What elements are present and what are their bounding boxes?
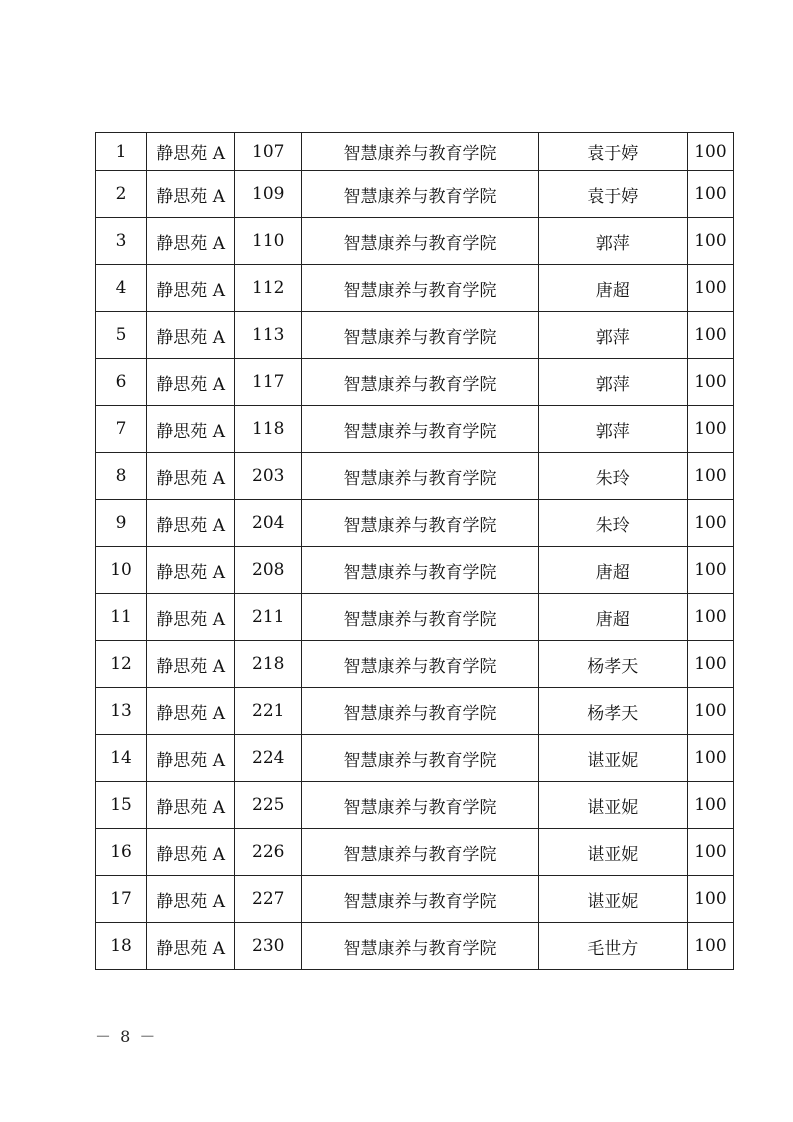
building-cell: 静思苑 A — [147, 923, 235, 970]
building-cell: 静思苑 A — [147, 312, 235, 359]
score-cell: 100 — [687, 406, 733, 453]
score-cell: 100 — [687, 923, 733, 970]
building-cell: 静思苑 A — [147, 359, 235, 406]
college-cell: 智慧康养与教育学院 — [302, 406, 538, 453]
room-number-cell: 211 — [235, 594, 302, 641]
row-number-cell: 7 — [96, 406, 147, 453]
score-cell: 100 — [687, 547, 733, 594]
counselor-name-cell: 谌亚妮 — [538, 876, 687, 923]
room-number-cell: 107 — [235, 133, 302, 171]
table-row — [96, 500, 734, 547]
counselor-name-cell: 杨孝天 — [538, 688, 687, 735]
score-cell: 100 — [687, 688, 733, 735]
room-number-cell: 110 — [235, 218, 302, 265]
score-cell: 100 — [687, 876, 733, 923]
row-number-cell: 10 — [96, 547, 147, 594]
building-cell: 静思苑 A — [147, 735, 235, 782]
college-cell: 智慧康养与教育学院 — [302, 829, 538, 876]
counselor-name-cell: 唐超 — [538, 265, 687, 312]
table-row — [96, 688, 734, 735]
score-cell: 100 — [687, 594, 733, 641]
row-number-cell: 11 — [96, 594, 147, 641]
college-cell: 智慧康养与教育学院 — [302, 218, 538, 265]
room-number-cell: 117 — [235, 359, 302, 406]
room-number-cell: 113 — [235, 312, 302, 359]
counselor-name-cell: 袁于婷 — [538, 133, 687, 171]
room-number-cell: 204 — [235, 500, 302, 547]
table-row — [96, 453, 734, 500]
table-row — [96, 547, 734, 594]
building-cell: 静思苑 A — [147, 829, 235, 876]
table-row — [96, 782, 734, 829]
college-cell: 智慧康养与教育学院 — [302, 594, 538, 641]
college-cell: 智慧康养与教育学院 — [302, 782, 538, 829]
table-row — [96, 312, 734, 359]
room-number-cell: 208 — [235, 547, 302, 594]
counselor-name-cell: 谌亚妮 — [538, 735, 687, 782]
row-number-cell: 13 — [96, 688, 147, 735]
dormitory-score-table — [95, 132, 734, 970]
room-number-cell: 203 — [235, 453, 302, 500]
score-cell: 100 — [687, 171, 733, 218]
table-row — [96, 406, 734, 453]
row-number-cell: 6 — [96, 359, 147, 406]
row-number-cell: 4 — [96, 265, 147, 312]
counselor-name-cell: 郭萍 — [538, 312, 687, 359]
score-cell: 100 — [687, 265, 733, 312]
table-row — [96, 171, 734, 218]
score-cell: 100 — [687, 641, 733, 688]
row-number-cell: 12 — [96, 641, 147, 688]
score-cell: 100 — [687, 829, 733, 876]
counselor-name-cell: 毛世方 — [538, 923, 687, 970]
building-cell: 静思苑 A — [147, 265, 235, 312]
counselor-name-cell: 郭萍 — [538, 406, 687, 453]
room-number-cell: 218 — [235, 641, 302, 688]
college-cell: 智慧康养与教育学院 — [302, 359, 538, 406]
college-cell: 智慧康养与教育学院 — [302, 641, 538, 688]
table-row — [96, 265, 734, 312]
building-cell: 静思苑 A — [147, 406, 235, 453]
building-cell: 静思苑 A — [147, 171, 235, 218]
counselor-name-cell: 谌亚妮 — [538, 782, 687, 829]
college-cell: 智慧康养与教育学院 — [302, 547, 538, 594]
college-cell: 智慧康养与教育学院 — [302, 923, 538, 970]
row-number-cell: 3 — [96, 218, 147, 265]
college-cell: 智慧康养与教育学院 — [302, 876, 538, 923]
counselor-name-cell: 朱玲 — [538, 453, 687, 500]
table-row — [96, 133, 734, 171]
table-row — [96, 923, 734, 970]
score-cell: 100 — [687, 782, 733, 829]
table-row — [96, 829, 734, 876]
building-cell: 静思苑 A — [147, 453, 235, 500]
table-row — [96, 218, 734, 265]
room-number-cell: 112 — [235, 265, 302, 312]
page-number: － 8 － — [95, 1027, 158, 1046]
college-cell: 智慧康养与教育学院 — [302, 735, 538, 782]
counselor-name-cell: 郭萍 — [538, 218, 687, 265]
score-cell: 100 — [687, 312, 733, 359]
college-cell: 智慧康养与教育学院 — [302, 688, 538, 735]
building-cell: 静思苑 A — [147, 688, 235, 735]
room-number-cell: 109 — [235, 171, 302, 218]
room-number-cell: 227 — [235, 876, 302, 923]
row-number-cell: 14 — [96, 735, 147, 782]
college-cell: 智慧康养与教育学院 — [302, 133, 538, 171]
room-number-cell: 118 — [235, 406, 302, 453]
building-cell: 静思苑 A — [147, 782, 235, 829]
row-number-cell: 18 — [96, 923, 147, 970]
score-cell: 100 — [687, 735, 733, 782]
score-cell: 100 — [687, 359, 733, 406]
counselor-name-cell: 谌亚妮 — [538, 829, 687, 876]
counselor-name-cell: 袁于婷 — [538, 171, 687, 218]
score-cell: 100 — [687, 500, 733, 547]
row-number-cell: 9 — [96, 500, 147, 547]
counselor-name-cell: 杨孝天 — [538, 641, 687, 688]
college-cell: 智慧康养与教育学院 — [302, 312, 538, 359]
row-number-cell: 5 — [96, 312, 147, 359]
room-number-cell: 221 — [235, 688, 302, 735]
building-cell: 静思苑 A — [147, 547, 235, 594]
table-row — [96, 641, 734, 688]
row-number-cell: 16 — [96, 829, 147, 876]
room-number-cell: 230 — [235, 923, 302, 970]
table-row — [96, 876, 734, 923]
building-cell: 静思苑 A — [147, 641, 235, 688]
table-row — [96, 735, 734, 782]
building-cell: 静思苑 A — [147, 594, 235, 641]
counselor-name-cell: 朱玲 — [538, 500, 687, 547]
row-number-cell: 15 — [96, 782, 147, 829]
counselor-name-cell: 唐超 — [538, 547, 687, 594]
counselor-name-cell: 郭萍 — [538, 359, 687, 406]
building-cell: 静思苑 A — [147, 500, 235, 547]
room-number-cell: 226 — [235, 829, 302, 876]
college-cell: 智慧康养与教育学院 — [302, 265, 538, 312]
table-body — [96, 133, 734, 970]
row-number-cell: 17 — [96, 876, 147, 923]
row-number-cell: 1 — [96, 133, 147, 171]
score-cell: 100 — [687, 133, 733, 171]
table-row — [96, 594, 734, 641]
table-row — [96, 359, 734, 406]
building-cell: 静思苑 A — [147, 218, 235, 265]
building-cell: 静思苑 A — [147, 133, 235, 171]
counselor-name-cell: 唐超 — [538, 594, 687, 641]
room-number-cell: 225 — [235, 782, 302, 829]
college-cell: 智慧康养与教育学院 — [302, 453, 538, 500]
building-cell: 静思苑 A — [147, 876, 235, 923]
row-number-cell: 2 — [96, 171, 147, 218]
score-cell: 100 — [687, 218, 733, 265]
score-cell: 100 — [687, 453, 733, 500]
row-number-cell: 8 — [96, 453, 147, 500]
college-cell: 智慧康养与教育学院 — [302, 500, 538, 547]
college-cell: 智慧康养与教育学院 — [302, 171, 538, 218]
room-number-cell: 224 — [235, 735, 302, 782]
